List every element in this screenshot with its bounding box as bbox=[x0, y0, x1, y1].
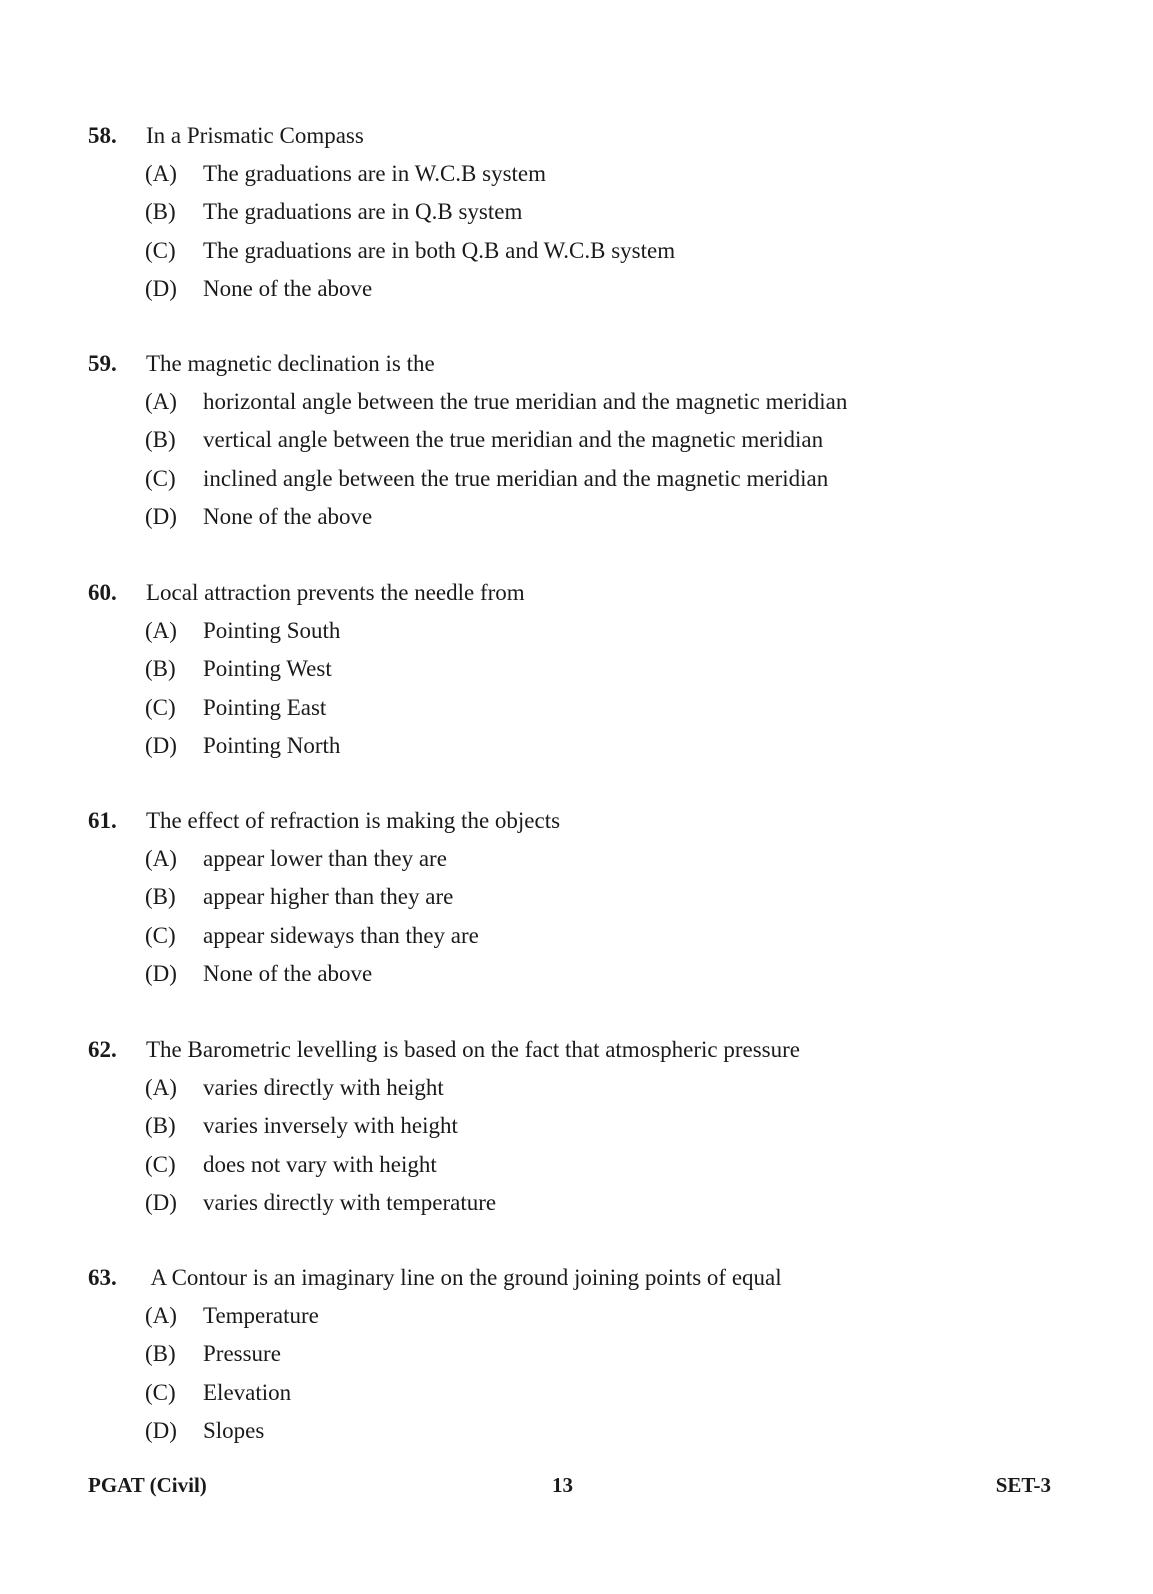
option-text: appear lower than they are bbox=[203, 846, 447, 871]
option-label: (D) bbox=[145, 960, 177, 986]
question-text: Local attraction prevents the needle from bbox=[146, 580, 525, 605]
question-line bbox=[88, 802, 1088, 840]
option-text: Elevation bbox=[203, 1379, 292, 1405]
option-label: (D) bbox=[145, 732, 177, 758]
question-number: 63. bbox=[88, 1265, 117, 1290]
question-line bbox=[88, 1259, 1088, 1297]
question-61 bbox=[88, 802, 1088, 993]
option-text: The graduations are in W.C.B system bbox=[203, 161, 547, 186]
option-b bbox=[88, 1335, 1088, 1373]
option-label: (D) bbox=[145, 503, 177, 529]
option-d bbox=[88, 270, 1088, 308]
option-label: (A) bbox=[145, 161, 177, 186]
option-label: (C) bbox=[145, 237, 176, 263]
option-text: Pressure bbox=[203, 1341, 281, 1367]
page-number: 13 bbox=[552, 1473, 573, 1497]
question-line bbox=[88, 117, 1088, 155]
option-label: (C) bbox=[145, 1151, 176, 1177]
question-number: 61. bbox=[88, 808, 117, 833]
question-text: The effect of refraction is making the objects bbox=[146, 808, 561, 833]
exam-title: PGAT (Civil) bbox=[88, 1473, 207, 1497]
option-text: Slopes bbox=[203, 1417, 265, 1443]
option-b bbox=[88, 193, 1088, 231]
option-d bbox=[88, 955, 1088, 993]
option-b bbox=[88, 650, 1088, 688]
option-a bbox=[88, 840, 1088, 878]
option-label: (C) bbox=[145, 922, 176, 948]
option-text: Pointing North bbox=[203, 732, 341, 758]
option-a bbox=[88, 155, 1088, 193]
question-text: A Contour is an imaginary line on the ground joining points of equal bbox=[146, 1265, 782, 1290]
option-text: does not vary with height bbox=[203, 1151, 437, 1177]
option-text: vertical angle between the true meridian and the magnetic meridian bbox=[203, 427, 824, 453]
option-label: (A) bbox=[145, 846, 177, 871]
question-text: In a Prismatic Compass bbox=[146, 123, 364, 148]
question-line bbox=[88, 1031, 1088, 1069]
option-text: varies inversely with height bbox=[203, 1113, 458, 1139]
question-number: 60. bbox=[88, 580, 117, 605]
option-b bbox=[88, 421, 1088, 459]
option-d bbox=[88, 1184, 1088, 1222]
option-text: varies directly with height bbox=[203, 1075, 444, 1100]
question-number: 58. bbox=[88, 123, 117, 148]
option-a bbox=[88, 612, 1088, 650]
option-text: The graduations are in both Q.B and W.C.B system bbox=[203, 237, 676, 263]
option-label: (B) bbox=[145, 1113, 176, 1139]
option-label: (D) bbox=[145, 275, 177, 301]
option-label: (A) bbox=[145, 618, 177, 643]
option-b bbox=[88, 1107, 1088, 1145]
question-line bbox=[88, 345, 1088, 383]
question-text: The magnetic declination is the bbox=[146, 351, 435, 376]
option-c bbox=[88, 232, 1088, 270]
option-text: varies directly with temperature bbox=[203, 1189, 497, 1215]
option-text: appear higher than they are bbox=[203, 884, 454, 910]
option-text: None of the above bbox=[203, 503, 373, 529]
option-d bbox=[88, 1412, 1088, 1450]
option-text: Pointing South bbox=[203, 618, 341, 643]
question-59 bbox=[88, 345, 1088, 536]
option-label: (B) bbox=[145, 1341, 176, 1367]
option-label: (C) bbox=[145, 694, 176, 720]
option-b bbox=[88, 878, 1088, 916]
page-footer bbox=[0, 1470, 1153, 1500]
option-c bbox=[88, 1146, 1088, 1184]
option-text: Pointing East bbox=[203, 694, 327, 720]
question-63 bbox=[88, 1259, 1088, 1450]
option-label: (D) bbox=[145, 1417, 177, 1443]
question-line bbox=[88, 574, 1088, 612]
option-label: (B) bbox=[145, 656, 176, 682]
option-c bbox=[88, 460, 1088, 498]
option-text: Pointing West bbox=[203, 656, 332, 682]
option-text: None of the above bbox=[203, 275, 373, 301]
option-text: Temperature bbox=[203, 1303, 319, 1328]
option-label: (C) bbox=[145, 1379, 176, 1405]
option-label: (B) bbox=[145, 884, 176, 910]
option-text: None of the above bbox=[203, 960, 373, 986]
question-text: The Barometric levelling is based on the fact that atmospheric pressure bbox=[146, 1037, 800, 1062]
option-text: inclined angle between the true meridian and the magnetic meridian bbox=[203, 465, 829, 491]
option-d bbox=[88, 498, 1088, 536]
option-label: (A) bbox=[145, 1075, 177, 1100]
option-text: appear sideways than they are bbox=[203, 922, 479, 948]
question-number: 62. bbox=[88, 1037, 117, 1062]
option-label: (C) bbox=[145, 465, 176, 491]
option-text: horizontal angle between the true meridian and the magnetic meridian bbox=[203, 389, 848, 414]
option-label: (B) bbox=[145, 427, 176, 453]
question-58 bbox=[88, 117, 1088, 308]
question-60 bbox=[88, 574, 1088, 765]
option-a bbox=[88, 1297, 1088, 1335]
option-label: (D) bbox=[145, 1189, 177, 1215]
option-text: The graduations are in Q.B system bbox=[203, 199, 523, 225]
option-c bbox=[88, 917, 1088, 955]
question-number: 59. bbox=[88, 351, 117, 376]
option-d bbox=[88, 727, 1088, 765]
option-a bbox=[88, 383, 1088, 421]
option-label: (A) bbox=[145, 389, 177, 414]
option-label: (A) bbox=[145, 1303, 177, 1328]
question-62 bbox=[88, 1031, 1088, 1222]
option-c bbox=[88, 689, 1088, 727]
option-a bbox=[88, 1069, 1088, 1107]
option-c bbox=[88, 1374, 1088, 1412]
set-code: SET-3 bbox=[995, 1473, 1051, 1497]
option-label: (B) bbox=[145, 199, 176, 225]
